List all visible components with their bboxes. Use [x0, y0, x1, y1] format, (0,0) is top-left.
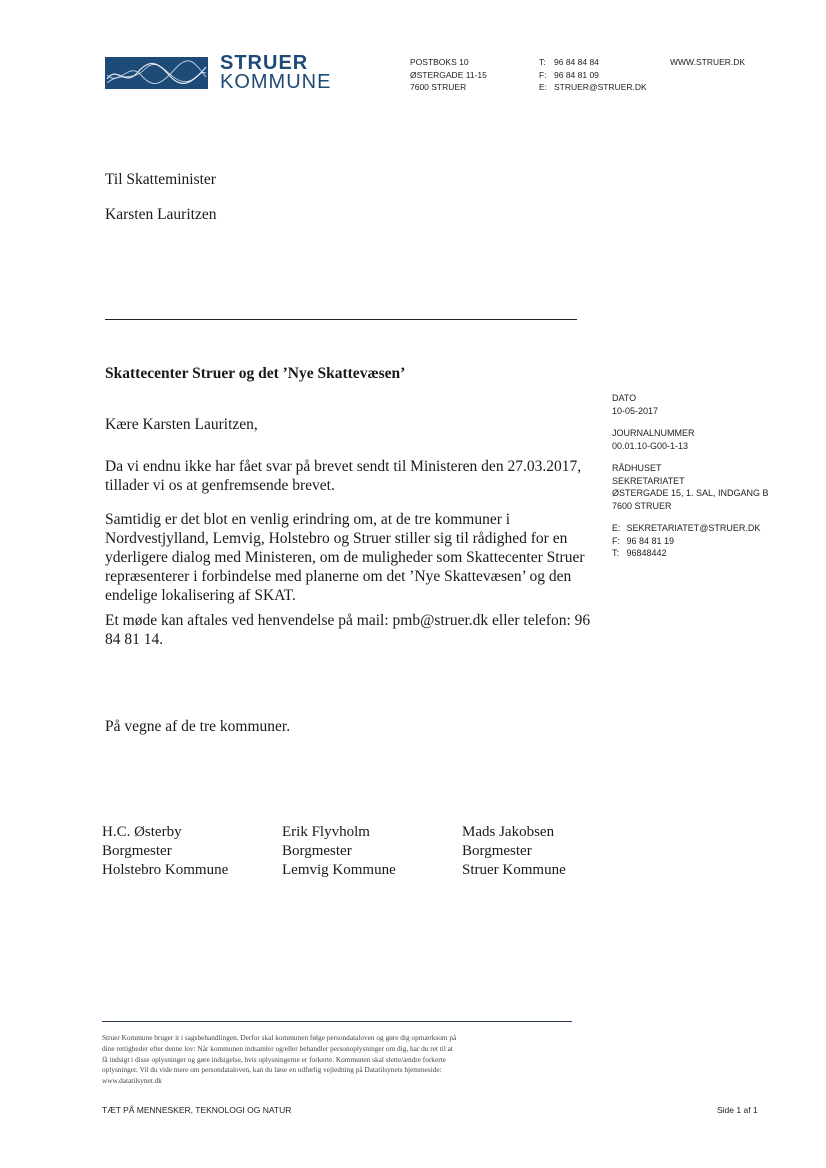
privacy-notice-line: få indsigt i disse oplysninger og gøre indsigelse, hvis oplysningerne er forkerte. Kommunen skal slette/ændre forkerte: [102, 1054, 446, 1064]
address-line: POSTBOKS 10: [410, 57, 469, 67]
date-label: DATO: [612, 393, 637, 403]
office-fax: [612, 535, 769, 548]
logo-wordmark-line2: KOMMUNE: [220, 71, 332, 93]
journal-group: [612, 427, 769, 452]
signatory-role: Borgmester: [282, 843, 352, 859]
date-value: 10-05-2017: [612, 405, 659, 416]
contact-value: 96 84 81 19: [626, 535, 675, 546]
signature-block: [102, 823, 228, 880]
signatory-name: Mads Jakobsen: [462, 824, 555, 840]
privacy-notice-line: oplysninger. Vil du vide mere om persondataloven, kan du læse en udførlig vejledning på Datatilsynets hjemmeside:: [102, 1065, 442, 1075]
recipient-title: Til Skatteminister: [105, 171, 216, 188]
journal-label: JOURNALNUMMER: [612, 428, 695, 438]
signature-block: [282, 823, 396, 880]
signatory-role: Borgmester: [102, 843, 172, 859]
contact-value: 96 84 81 09: [554, 69, 599, 80]
letter-subject: Skattecenter Struer og det ’Nye Skattevæsen’: [105, 365, 406, 382]
contact-label: T:: [612, 548, 620, 558]
logo-wordmark-line1: STRUER: [220, 52, 309, 74]
office-line: SEKRETARIATET: [612, 475, 685, 486]
privacy-notice-line: dine rettigheder efter denne lov: Når kommunen indsamler og/eller behandler personoplysninger om dig, har du ret til at: [102, 1043, 453, 1053]
signatory-org: Struer Kommune: [462, 862, 566, 878]
contact-value: SEKRETARIATET@STRUER.DK: [626, 523, 761, 533]
contact-label: T:: [539, 57, 546, 67]
address-line: ØSTERGADE 11-15: [410, 69, 487, 80]
letter-salutation: Kære Karsten Lauritzen,: [105, 416, 258, 433]
privacy-notice-line: www.datatilsynet.dk: [102, 1076, 162, 1086]
letter-closing: På vegne af de tre kommuner.: [105, 718, 291, 735]
footer-slogan: TÆT PÅ MENNESKER, TEKNOLOGI OG NATUR: [102, 1105, 292, 1115]
office-phone: [612, 547, 769, 560]
contact-value: 96 84 84 84: [554, 57, 599, 67]
letter-paragraph: Da vi endnu ikke har fået svar på brevet sendt til Ministeren den 27.03.2017, tillader vi os at genfremsende brevet.: [105, 458, 582, 494]
signatory-org: Holstebro Kommune: [102, 862, 229, 878]
contact-value: 96848442: [626, 548, 667, 558]
office-line: ØSTERGADE 15, 1. SAL, INDGANG B: [612, 488, 769, 498]
office-email: [612, 522, 769, 535]
signatory-name: Erik Flyvholm: [282, 824, 370, 840]
letter-paragraph: Samtidig er det blot en venlig erindring om, at de tre kommuner i Nordvestjylland, Lemvig, Holstebro og Struer stiller sig til rådighed for en yderligere dialog med Ministeren, om de muligheder som Skattecenter Struer repræsenterer i forbindelse med planerne om det ’Nye Skattevæsen’ og den endelige lokalisering af SKAT.: [105, 511, 585, 604]
header-address: [410, 56, 487, 94]
side-info: [612, 392, 769, 570]
recipient-name: Karsten Lauritzen: [105, 206, 217, 223]
office-line: RÅDHUSET: [612, 463, 662, 473]
header-contact: [539, 56, 647, 94]
office-address: [612, 462, 769, 512]
page-number: Side 1 af 1: [717, 1105, 758, 1115]
signatory-org: Lemvig Kommune: [282, 862, 396, 878]
header-website: WWW.STRUER.DK: [670, 57, 746, 67]
contact-phone: [539, 56, 647, 69]
date-group: [612, 392, 769, 417]
signature-block: [462, 823, 566, 880]
contact-value: STRUER@STRUER.DK: [554, 82, 647, 92]
signatory-name: H.C. Østerby: [102, 824, 182, 840]
letter-paragraph: Et møde kan aftales ved henvendelse på mail: pmb@struer.dk eller telefon: 96 84 81 14.: [105, 612, 591, 648]
privacy-notice-line: Struer Kommune bruger it i sagsbehandlingen. Derfor skal kommunen følge persondataloven og gøre dig opmærksom på: [102, 1033, 457, 1042]
contact-label: F:: [612, 535, 620, 546]
contact-label: E:: [539, 82, 548, 92]
contact-label: E:: [612, 523, 621, 533]
journal-value: 00.01.10-G00-1-13: [612, 440, 689, 451]
footer-divider: [102, 1021, 572, 1022]
contact-label: F:: [539, 69, 547, 80]
privacy-notice: [102, 1033, 572, 1087]
office-contact: [612, 522, 769, 560]
recipient-divider: [105, 319, 577, 320]
office-line: 7600 STRUER: [612, 500, 672, 511]
signatory-role: Borgmester: [462, 843, 532, 859]
contact-email: [539, 81, 647, 94]
contact-fax: [539, 69, 647, 82]
address-line: 7600 STRUER: [410, 82, 467, 92]
logo-wave-icon: [105, 57, 208, 89]
